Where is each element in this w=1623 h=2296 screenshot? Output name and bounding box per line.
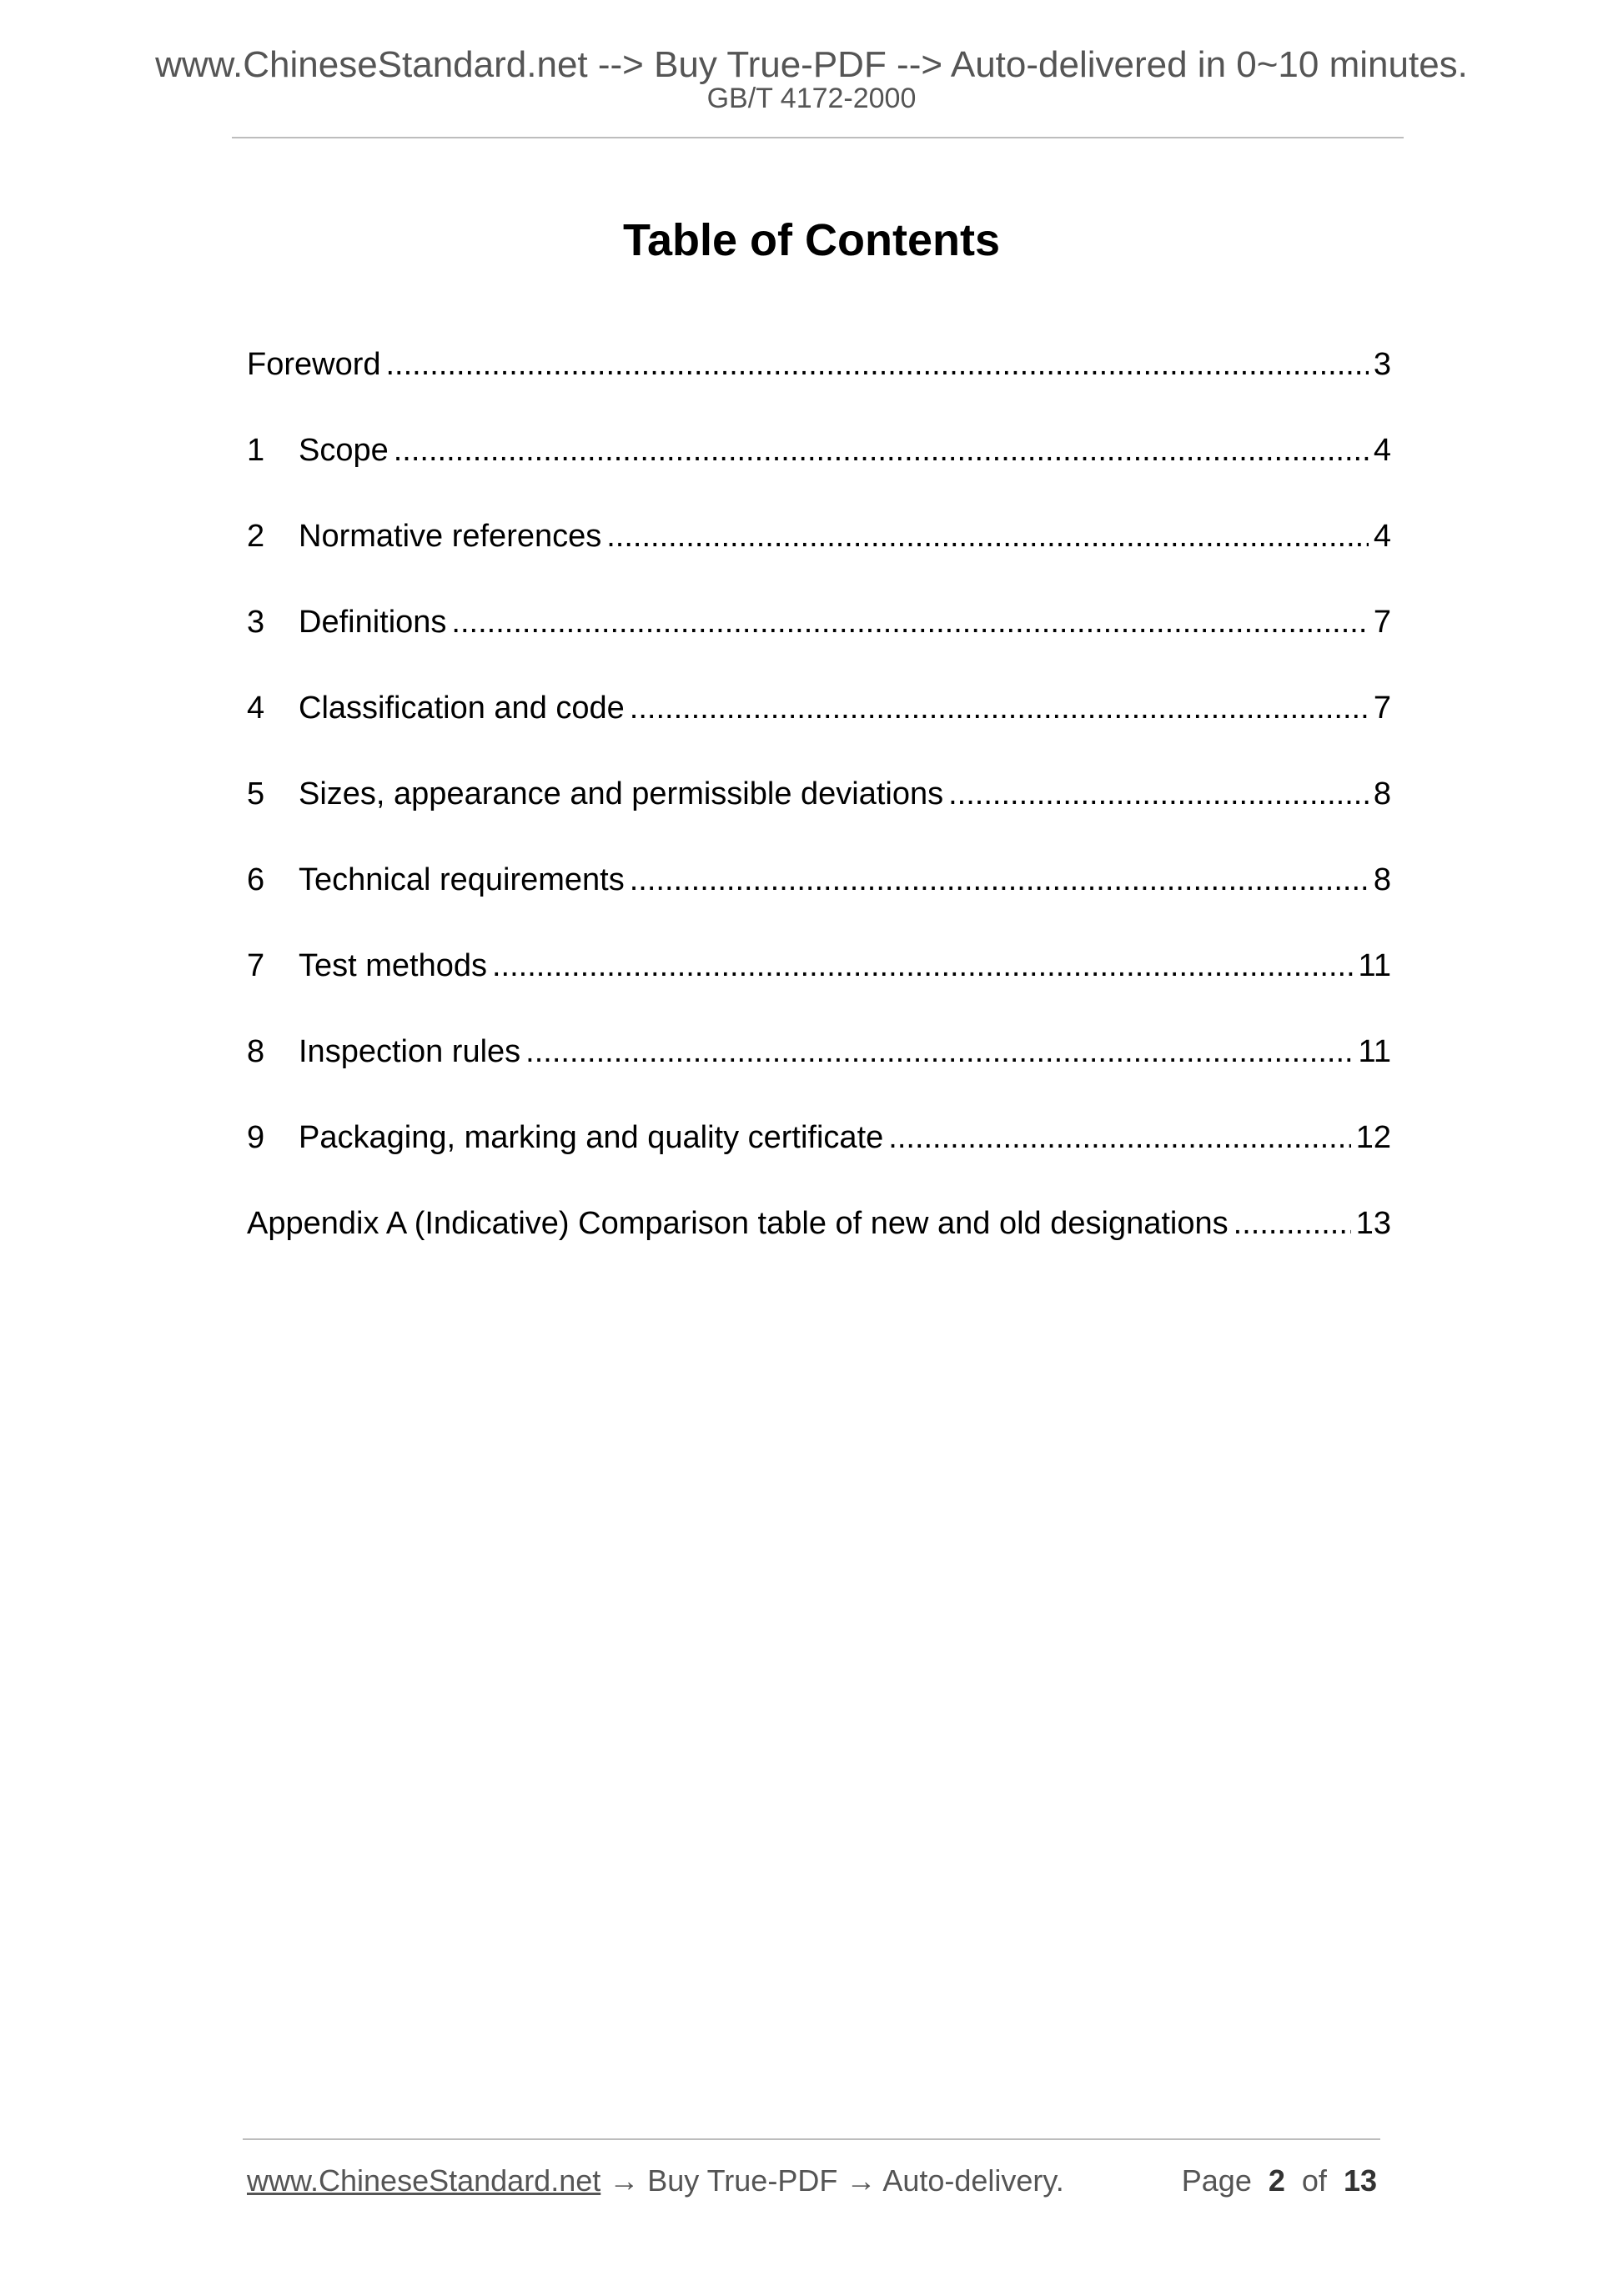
toc-entry-label: Classification and code (299, 691, 625, 726)
toc-entry-packaging[interactable] (247, 1117, 1391, 1203)
toc-entry-definitions[interactable] (247, 601, 1391, 687)
header-banner: www.ChineseStandard.net --> Buy True-PDF --> Auto-delivered in 0~10 minutes. (155, 44, 1468, 85)
toc-entry-scope[interactable] (247, 430, 1391, 515)
toc-dot-leader (630, 859, 1369, 901)
toc-title: Table of Contents (623, 215, 1000, 265)
page-footer (247, 2162, 1377, 2200)
toc-dot-leader (948, 773, 1369, 815)
footer-tagline: → Buy True-PDF → Auto-delivery. (600, 2163, 1064, 2198)
toc-dot-leader (1234, 1203, 1351, 1244)
toc-entry-classification[interactable] (247, 687, 1391, 773)
toc-entry-number: 3 (247, 605, 265, 640)
toc-entry-page: 3 (1373, 347, 1391, 382)
footer-page-of: of (1301, 2163, 1327, 2198)
toc-entry-number: 1 (247, 433, 265, 468)
footer-page-indicator (1182, 2162, 1377, 2200)
toc-entry-label: Foreword (247, 347, 381, 382)
toc-entry-number: 5 (247, 776, 265, 811)
toc-entry-label: Inspection rules (299, 1034, 521, 1069)
toc-entry-page: 7 (1373, 605, 1391, 640)
toc-entry-number: 9 (247, 1120, 265, 1155)
footer-page-current: 2 (1268, 2163, 1285, 2198)
toc-entry-number: 6 (247, 862, 265, 897)
toc-entry-label: Sizes, appearance and permissible deviations (299, 776, 944, 811)
toc-entry-label: Packaging, marking and quality certificate (299, 1120, 884, 1155)
toc-list (247, 344, 1391, 1289)
toc-entry-label: Definitions (299, 605, 447, 640)
toc-entry-page: 7 (1373, 691, 1391, 726)
toc-entry-number: 8 (247, 1034, 265, 1069)
toc-dot-leader (451, 601, 1368, 643)
toc-entry-label: Appendix A (Indicative) Comparison table of new and old designations (247, 1206, 1229, 1241)
toc-entry-number: 7 (247, 948, 265, 983)
toc-entry-test-methods[interactable] (247, 945, 1391, 1031)
footer-site-link[interactable]: www.ChineseStandard.net (247, 2163, 601, 2198)
toc-entry-normative-references[interactable] (247, 515, 1391, 601)
standard-code: GB/T 4172-2000 (706, 83, 917, 114)
toc-entry-sizes[interactable] (247, 773, 1391, 859)
toc-entry-inspection-rules[interactable] (247, 1031, 1391, 1117)
toc-entry-label: Scope (299, 433, 389, 468)
toc-dot-leader (630, 687, 1369, 729)
toc-dot-leader (606, 515, 1369, 557)
footer-page-word: Page (1181, 2163, 1252, 2198)
toc-entry-page: 12 (1355, 1120, 1391, 1155)
toc-entry-technical-requirements[interactable] (247, 859, 1391, 945)
toc-entry-label: Test methods (299, 948, 487, 983)
footer-divider (243, 2138, 1380, 2140)
toc-dot-leader (888, 1117, 1350, 1158)
footer-page-total: 13 (1343, 2163, 1377, 2198)
toc-entry-foreword[interactable] (247, 344, 1391, 430)
toc-entry-label: Normative references (299, 519, 602, 554)
toc-dot-leader (394, 430, 1369, 471)
header-divider (232, 137, 1404, 138)
toc-dot-leader (492, 945, 1354, 987)
toc-dot-leader (386, 344, 1369, 385)
toc-dot-leader (525, 1031, 1353, 1073)
toc-entry-page: 4 (1373, 433, 1391, 468)
toc-entry-label: Technical requirements (299, 862, 625, 897)
toc-entry-appendix-a[interactable] (247, 1203, 1391, 1289)
toc-entry-page: 11 (1358, 948, 1391, 983)
toc-entry-page: 8 (1373, 862, 1391, 897)
toc-entry-number: 2 (247, 519, 265, 554)
toc-entry-number: 4 (247, 691, 265, 726)
toc-entry-page: 11 (1358, 1034, 1391, 1069)
toc-entry-page: 8 (1373, 776, 1391, 811)
toc-entry-page: 13 (1355, 1206, 1391, 1241)
toc-entry-page: 4 (1373, 519, 1391, 554)
